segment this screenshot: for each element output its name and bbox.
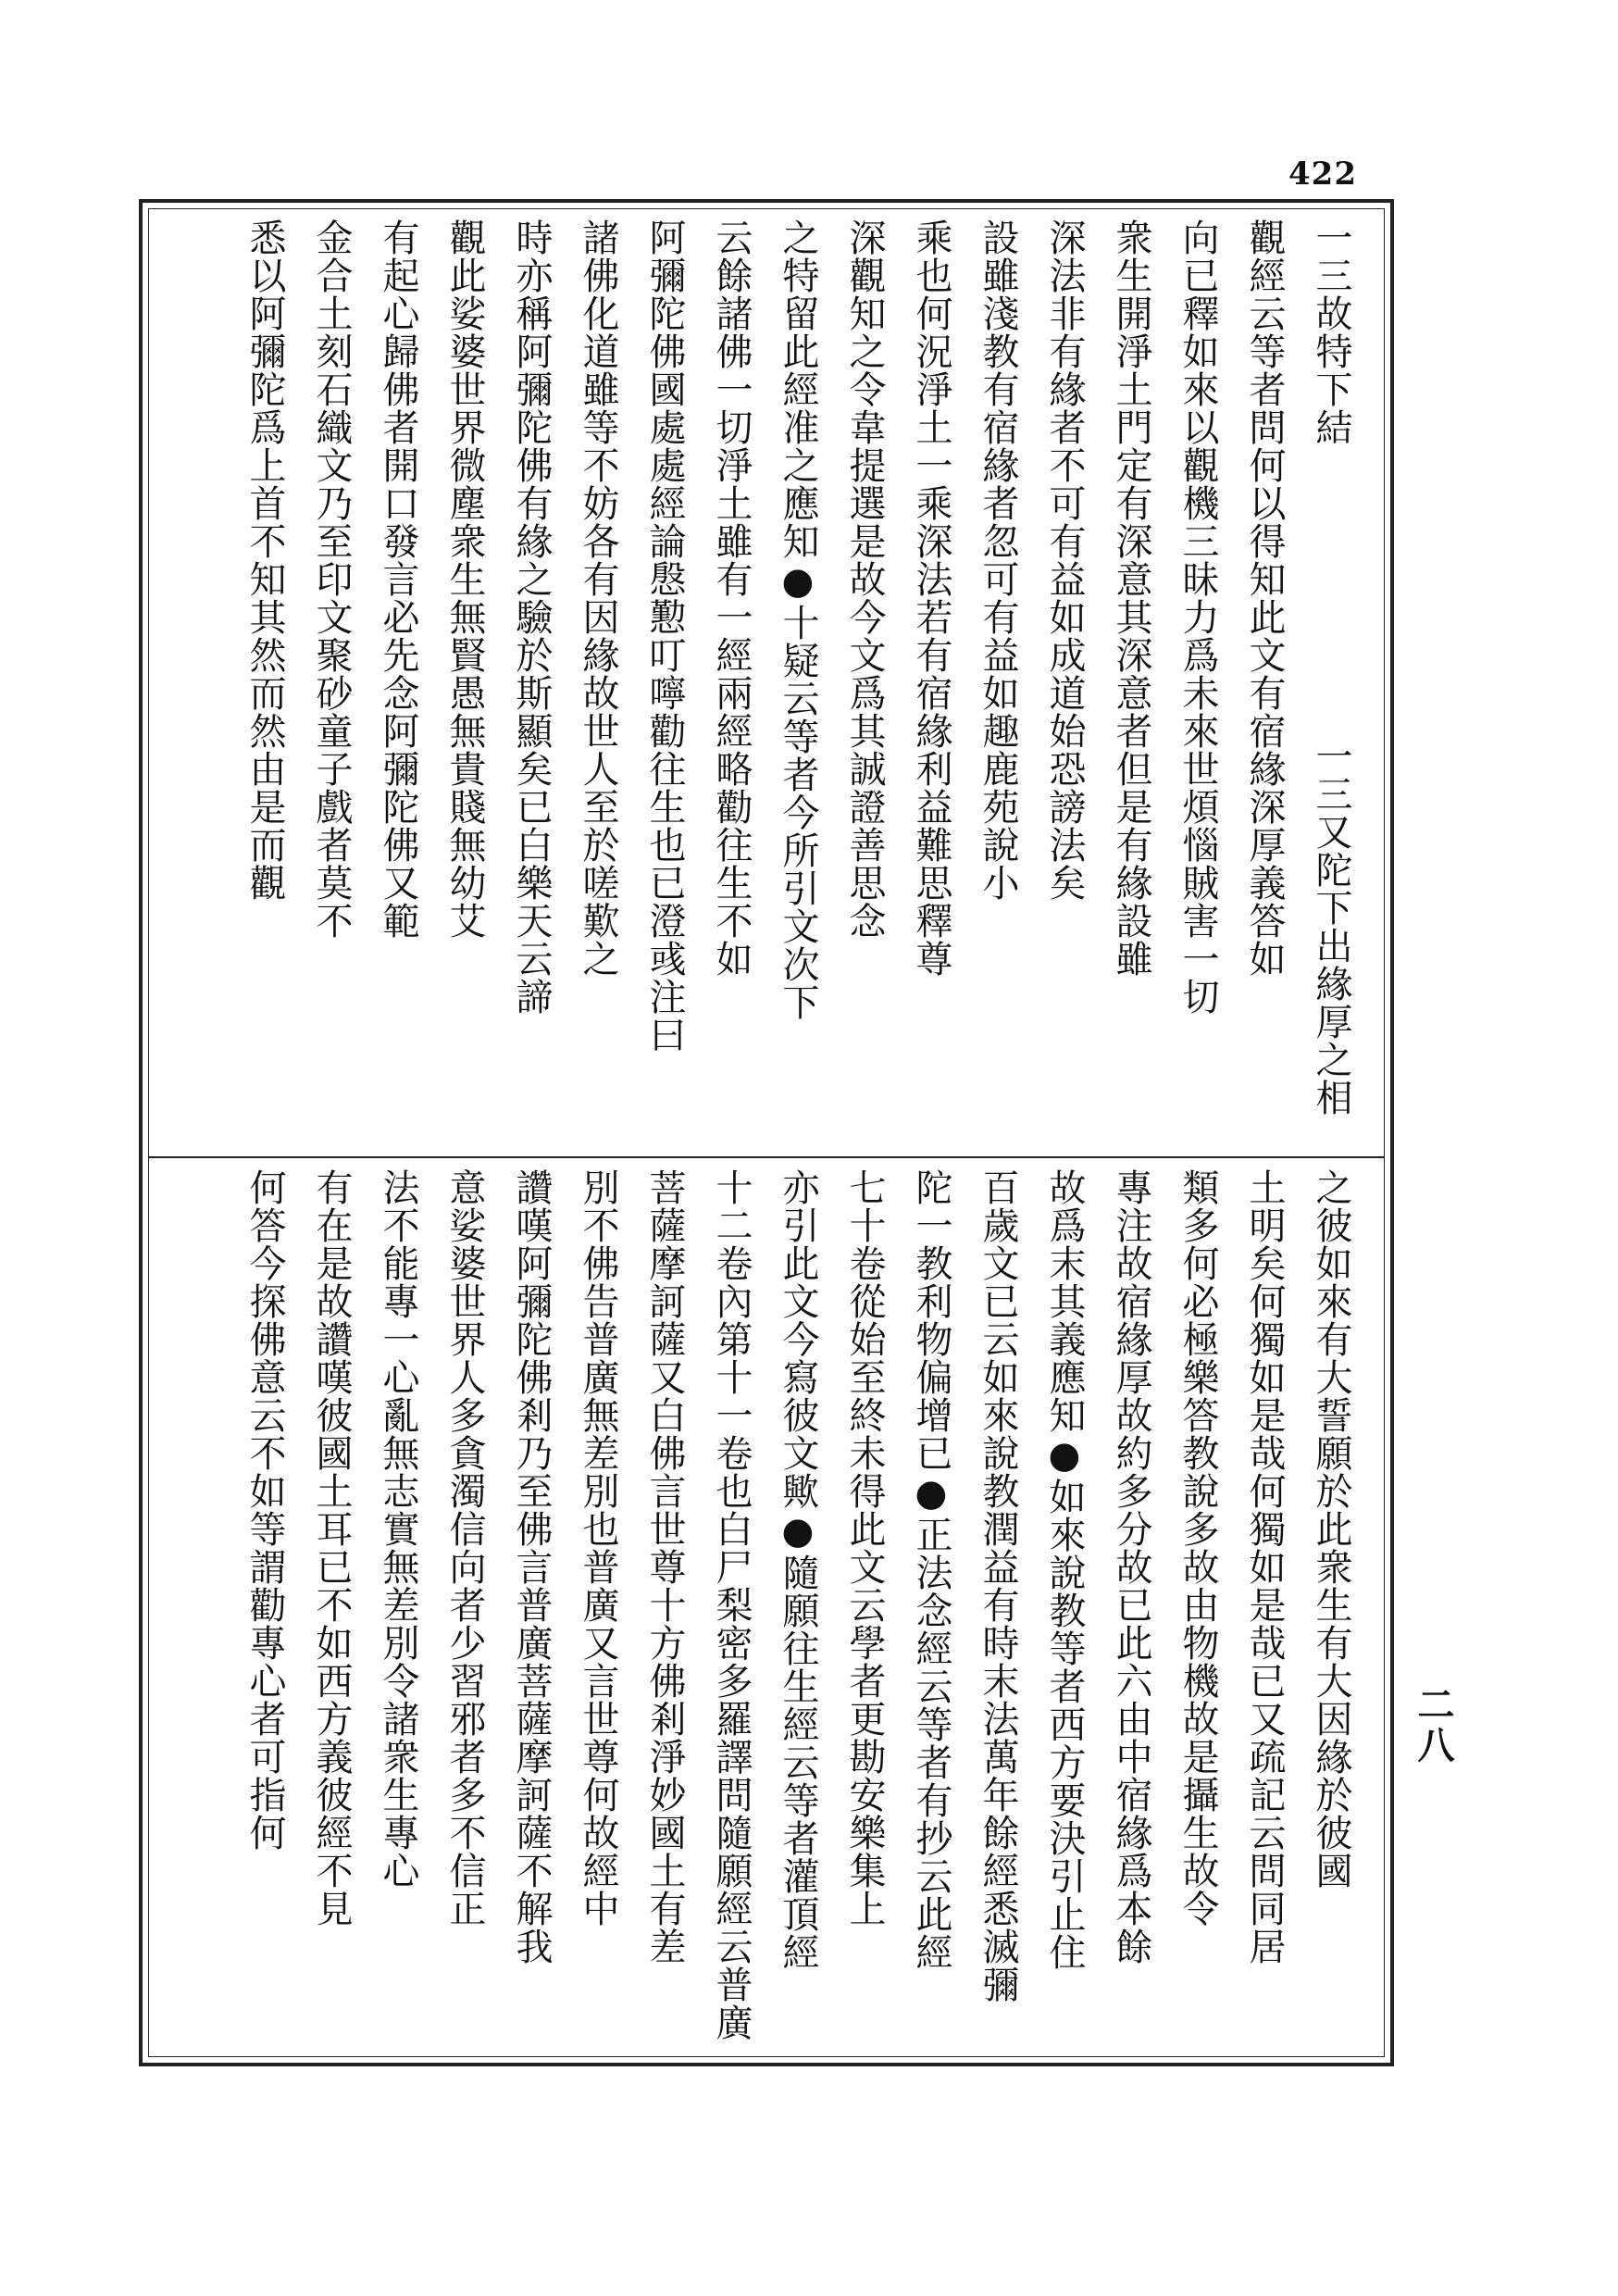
text-column: 意娑婆世界人多貪濁信向者少習邪者多不信正 — [443, 1168, 486, 1928]
text-column: 一三又陀下出緣厚之相 — [1310, 737, 1352, 1117]
text-column: 諸佛化道雖等不妨各有因緣故世人至於嗟歎之 — [577, 218, 619, 978]
text-column: 何答今探佛意云不如等謂勸專心者可指何 — [243, 1168, 286, 1852]
page-number: 422 — [1288, 156, 1357, 193]
text-column: 設雖淺教有宿緣者忽可有益如趣鹿苑說小 — [977, 218, 1019, 902]
text-column: 深觀知之令韋提選是故今文爲其誠證善思念 — [843, 218, 886, 940]
text-column: 陀一教利物偏增已●正法念經云等者有抄云此經 — [910, 1168, 952, 1971]
text-column: 專注故宿緣厚故約多分故已此六由中宿緣爲本餘 — [1110, 1168, 1152, 1965]
text-column: 一三故特下結 — [1310, 218, 1352, 446]
text-column: 金合土刻石織文乃至印文聚砂童子戲者莫不 — [310, 218, 353, 940]
text-column: 類多何必極樂答教說多故由物機故是攝生故令 — [1176, 1168, 1219, 1928]
side-page-number: 二八 — [1412, 1685, 1455, 1766]
text-column: 之彼如來有大誓願於此衆生有大因緣於彼國 — [1310, 1168, 1352, 1890]
text-column: 土明矣何獨如是哉何獨如是哉已又疏記云問同居 — [1243, 1168, 1286, 1965]
text-column: 乘也何況淨土一乘深法若有宿緣利益難思釋尊 — [910, 218, 952, 978]
text-column: 悉以阿彌陀爲上首不知其然而然由是而觀 — [243, 218, 286, 902]
text-column: 十二卷內第十一卷也白尸梨密多羅譯問隨願經云普廣 — [710, 1168, 753, 2041]
section-divider — [148, 1156, 1385, 1158]
text-column: 向已釋如來以觀機三昧力爲未來世煩惱賊害一切 — [1176, 218, 1219, 1016]
text-column: 觀此娑婆世界微塵衆生無賢愚無貴賤無幼艾 — [443, 218, 486, 940]
upper-text-section — [176, 218, 1357, 1148]
text-column: 時亦稱阿彌陀佛有緣之驗於斯顯矣已白樂天云諦 — [510, 218, 553, 1016]
lower-text-section — [176, 1168, 1357, 2048]
text-column: 亦引此文今寫彼文歟●隨願往生經云等者灌頂經 — [777, 1168, 819, 1971]
text-column: 之特留此經准之應知●十疑云等者今所引文次下 — [777, 218, 819, 1021]
text-column: 深法非有緣者不可有益如成道始恐謗法矣 — [1043, 218, 1086, 902]
text-column: 衆生開淨土門定有深意其深意者但是有緣設雖 — [1110, 218, 1152, 978]
text-column: 故爲末其義應知●如來說教等者西方要決引止住 — [1043, 1168, 1086, 1971]
text-column: 法不能專一心亂無志實無差別令諸衆生專心 — [377, 1168, 419, 1890]
text-column: 七十卷從始至終未得此文云學者更勘安樂集上 — [843, 1168, 886, 1928]
text-column: 觀經云等者問何以得知此文有宿緣深厚義答如 — [1243, 218, 1286, 978]
text-column: 百歲文已云如來說教潤益有時末法萬年餘經悉滅彌 — [977, 1168, 1019, 2003]
text-column: 有在是故讚嘆彼國土耳已不如西方義彼經不見 — [310, 1168, 353, 1928]
text-column: 阿彌陀佛國處處經論慇懃叮嚀勸往生也已澄彧注曰 — [643, 218, 686, 1054]
text-column: 讚嘆阿彌陀佛剎乃至佛言普廣菩薩摩訶薩不解我 — [510, 1168, 553, 1965]
text-column: 菩薩摩訶薩又白佛言世尊十方佛剎淨妙國土有差 — [643, 1168, 686, 1965]
text-column: 有起心歸佛者開口發言必先念阿彌陀佛又範 — [377, 218, 419, 940]
text-column: 別不佛告普廣無差別也普廣又言世尊何故經中 — [577, 1168, 619, 1928]
text-column: 云餘諸佛一切淨土雖有一經兩經略勸往生不如 — [710, 218, 753, 978]
